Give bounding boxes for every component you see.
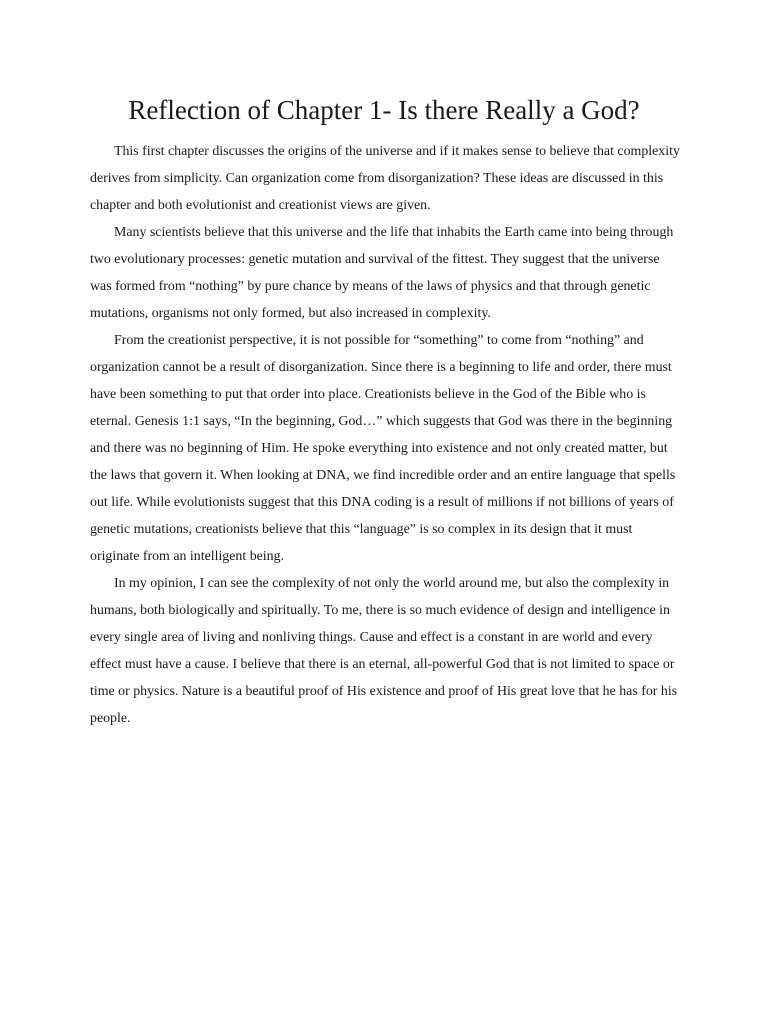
paragraph-creationist-view: From the creationist perspective, it is not possible for “something” to come from “nothing” and organization cannot be a result of disorganization. Since there is a beginning to life and order, there must have been something to put that order into place. Creationists believe in the God of the Bible who is eternal. Genesis 1:1 says, “In the beginning, God…” which suggests that God was there in the beginning and there was no beginning of Him. He spoke everything into existence and not only created matter, but the laws that govern it. When looking at DNA, we find incredible order and an entire language that spells out life. While evolutionists suggest that this DNA coding is a result of millions if not billions of years of genetic mutations, creationists believe that this “language” is so complex in its design that it must originate from an intelligent being.: [90, 333, 676, 564]
paragraph-opinion: In my opinion, I can see the complexity of not only the world around me, but also the complexity in humans, both biologically and spiritually. To me, there is so much evidence of design and intelligence in every single area of living and nonliving things. Cause and effect is a constant in are world and every effect must have a cause. I believe that there is an eternal, all-powerful God that is not limited to space or time or physics. Nature is a beautiful proof of His existence and proof of His great love that he has for his people.: [90, 576, 678, 726]
paragraph-evolutionist-view: Many scientists believe that this universe and the life that inhabits the Earth came into being through two evolutionary processes: genetic mutation and survival of the fittest. They suggest that the universe was formed from “nothing” by pure chance by means of the laws of physics and that through genetic mutations, organisms not only formed, but also increased in complexity.: [90, 225, 674, 321]
page-title: Reflection of Chapter 1- Is there Really a God?: [128, 95, 640, 125]
paragraph-intro: This first chapter discusses the origins of the universe and if it makes sense to believe that complexity derives from simplicity. Can organization come from disorganization? These ideas are discussed in this chapter and both evolutionist and creationist views are given.: [90, 144, 680, 213]
document-body: [90, 138, 682, 732]
